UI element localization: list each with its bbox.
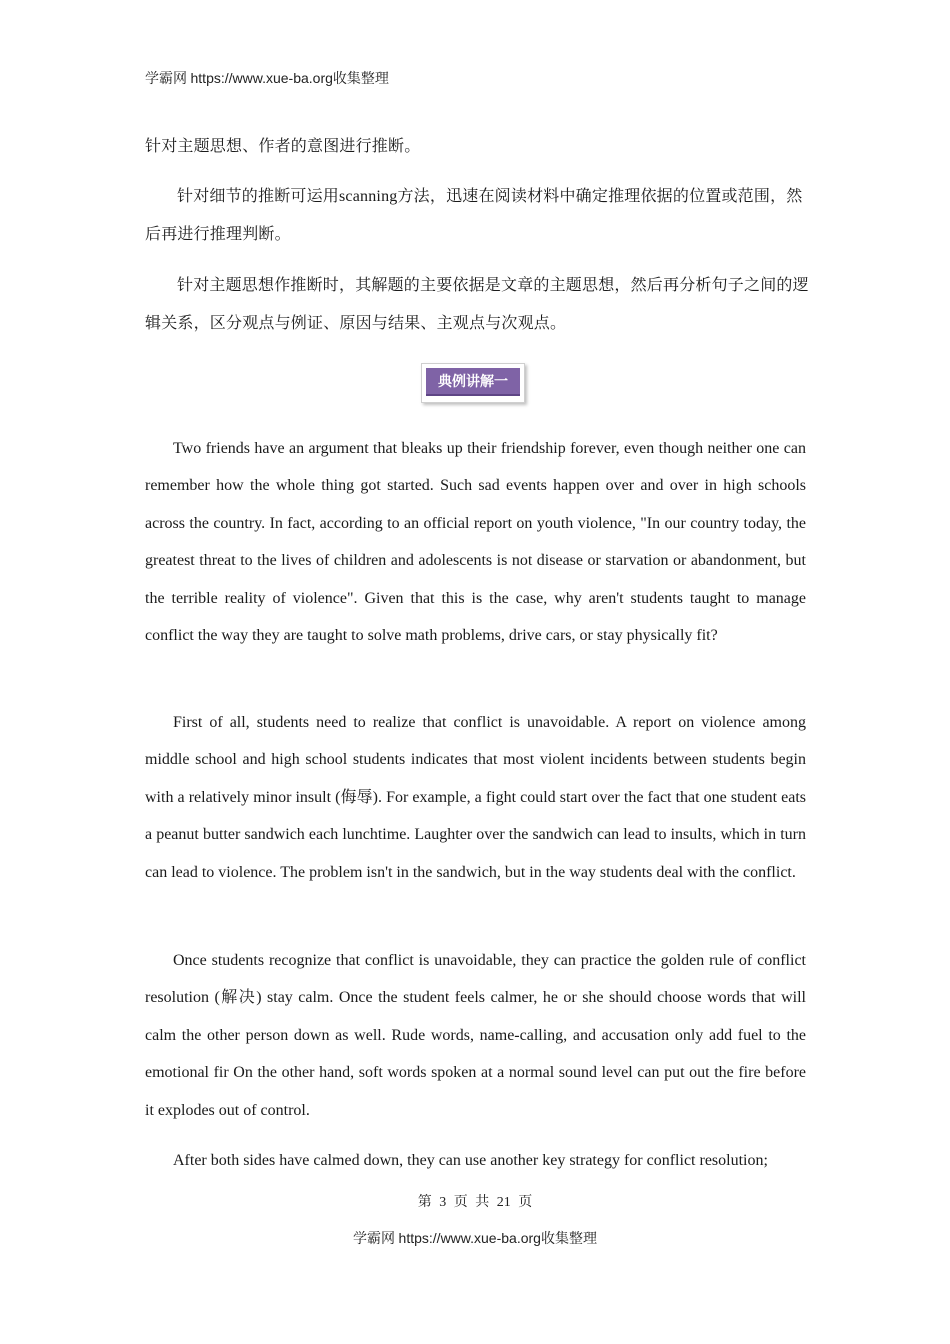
header-url[interactable]: https://www.xue-ba.org — [190, 70, 333, 86]
section-tag-label: 典例讲解一 — [426, 368, 520, 396]
footer-url[interactable]: https://www.xue-ba.org — [398, 1230, 541, 1246]
footer-site-name: 学霸网 — [353, 1232, 396, 1247]
en-paragraph-3: Once students recognize that conflict is unavoidable, they can practice the golden rule of conflict resolution (解决) stay calm. Once the student feels calmer, he or she should choose words that will calm the other person down as well. Rude words, name-calling, and accusation only add fuel to the emotional fir On the other hand, soft words spoken at a normal sound level can put out the fire before it explodes out of control. — [145, 952, 806, 1119]
cn-paragraph-3: 针对主题思想作推断时，其解题的主要依据是文章的主题思想，然后再分析句子之间的逻辑关系，区分观点与例证、原因与结果、主观点与次观点。 — [145, 277, 809, 332]
cn-paragraph-1: 针对主题思想、作者的意图进行推断。 — [145, 138, 421, 155]
footer-source — [0, 1228, 950, 1248]
cn-paragraph-2: 针对细节的推断可运用scanning方法，迅速在阅读材料中确定推理依据的位置或范围，然后再进行推理判断。 — [145, 188, 803, 243]
page-number: 第 3 页 共 21 页 — [417, 1195, 533, 1210]
header-source — [145, 68, 389, 88]
section-tag — [421, 363, 525, 403]
en-paragraph-2: First of all, students need to realize that conflict is unavoidable. A report on violence among middle school and high school students indicates that most violent incidents between students begin with a relatively minor insult (侮辱). For example, a fight could start over the fact that one student eats a peanut butter sandwich each lunchtime. Laughter over the sandwich can lead to insults, which in turn can lead to violence. The problem isn't in the sandwich, but in the way students deal with the conflict. — [145, 714, 806, 881]
header-suffix: 收集整理 — [332, 72, 389, 87]
footer-suffix: 收集整理 — [540, 1232, 597, 1247]
en-paragraph-4: After both sides have calmed down, they can use another key strategy for conflict resolution; — [173, 1152, 768, 1169]
header-site-name: 学霸网 — [145, 72, 187, 87]
en-paragraph-1: Two friends have an argument that bleaks up their friendship forever, even though neither one can remember how the whole thing got started. Such sad events happen over and over in high schools across the country. In fact, according to an official report on youth violence, "In our country today, the greatest threat to the lives of children and adolescents is not disease or starvation or abandonment, but the terrible reality of violence". Given that this is the case, why aren't students taught to manage conflict the way they are taught to solve math problems, drive cars, or stay physically fit? — [145, 440, 806, 645]
